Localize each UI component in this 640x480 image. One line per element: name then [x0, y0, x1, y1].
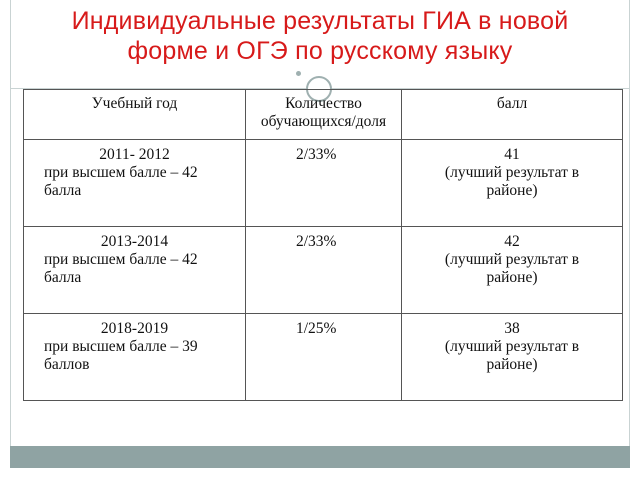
- cell-score: [402, 314, 623, 401]
- year-note-line-1: при высшем балле – 42: [44, 251, 198, 268]
- count-value: 1/25%: [296, 320, 337, 337]
- year-label: 2011- 2012: [99, 146, 170, 163]
- score-note-line-1: (лучший результат в: [444, 251, 580, 268]
- cell-count: [246, 140, 402, 227]
- header-score-label: балл: [496, 95, 528, 112]
- table-row: [24, 314, 623, 401]
- slide-title: [0, 6, 640, 66]
- cell-score: [402, 227, 623, 314]
- cell-score: [402, 140, 623, 227]
- score-value: 38: [504, 320, 520, 337]
- decor-dot: [296, 71, 301, 76]
- cell-year: [24, 314, 246, 401]
- count-value: 2/33%: [296, 233, 337, 250]
- table-header-row: [24, 90, 623, 140]
- cell-year: [24, 227, 246, 314]
- score-value: 42: [504, 233, 520, 250]
- year-note-line-1: при высшем балле – 42: [44, 164, 198, 181]
- header-score: [402, 90, 623, 140]
- year-note-line-2: балла: [44, 182, 82, 199]
- cell-count: [246, 227, 402, 314]
- slide-title-line-1: Индивидуальные результаты ГИА в новой: [71, 7, 569, 35]
- table-row: [24, 227, 623, 314]
- cell-year: [24, 140, 246, 227]
- slide-title-line-2: форме и ОГЭ по русскому языку: [127, 37, 513, 65]
- score-note-line-1: (лучший результат в: [444, 338, 580, 355]
- year-label: 2018-2019: [100, 320, 169, 337]
- year-label: 2013-2014: [100, 233, 169, 250]
- header-year: [24, 90, 246, 140]
- year-note-line-1: при высшем балле – 39: [44, 338, 198, 355]
- results-table: [23, 89, 623, 401]
- header-count-label: [246, 90, 401, 131]
- year-note-line-2: балла: [44, 269, 82, 286]
- table-row: [24, 140, 623, 227]
- header-count-line-2: обучающихся/доля: [260, 113, 387, 130]
- cell-count: [246, 314, 402, 401]
- year-note-line-2: баллов: [44, 356, 90, 373]
- header-count-line-1: Количество: [285, 95, 362, 112]
- score-note-line-2: районе): [486, 269, 538, 286]
- footer-bar: [10, 446, 630, 468]
- header-count: [246, 90, 402, 140]
- score-note-line-2: районе): [486, 182, 538, 199]
- score-note-line-1: (лучший результат в: [444, 164, 580, 181]
- header-year-label: Учебный год: [91, 95, 178, 112]
- score-value: 41: [504, 146, 520, 163]
- count-value: 2/33%: [296, 146, 337, 163]
- score-note-line-2: районе): [486, 356, 538, 373]
